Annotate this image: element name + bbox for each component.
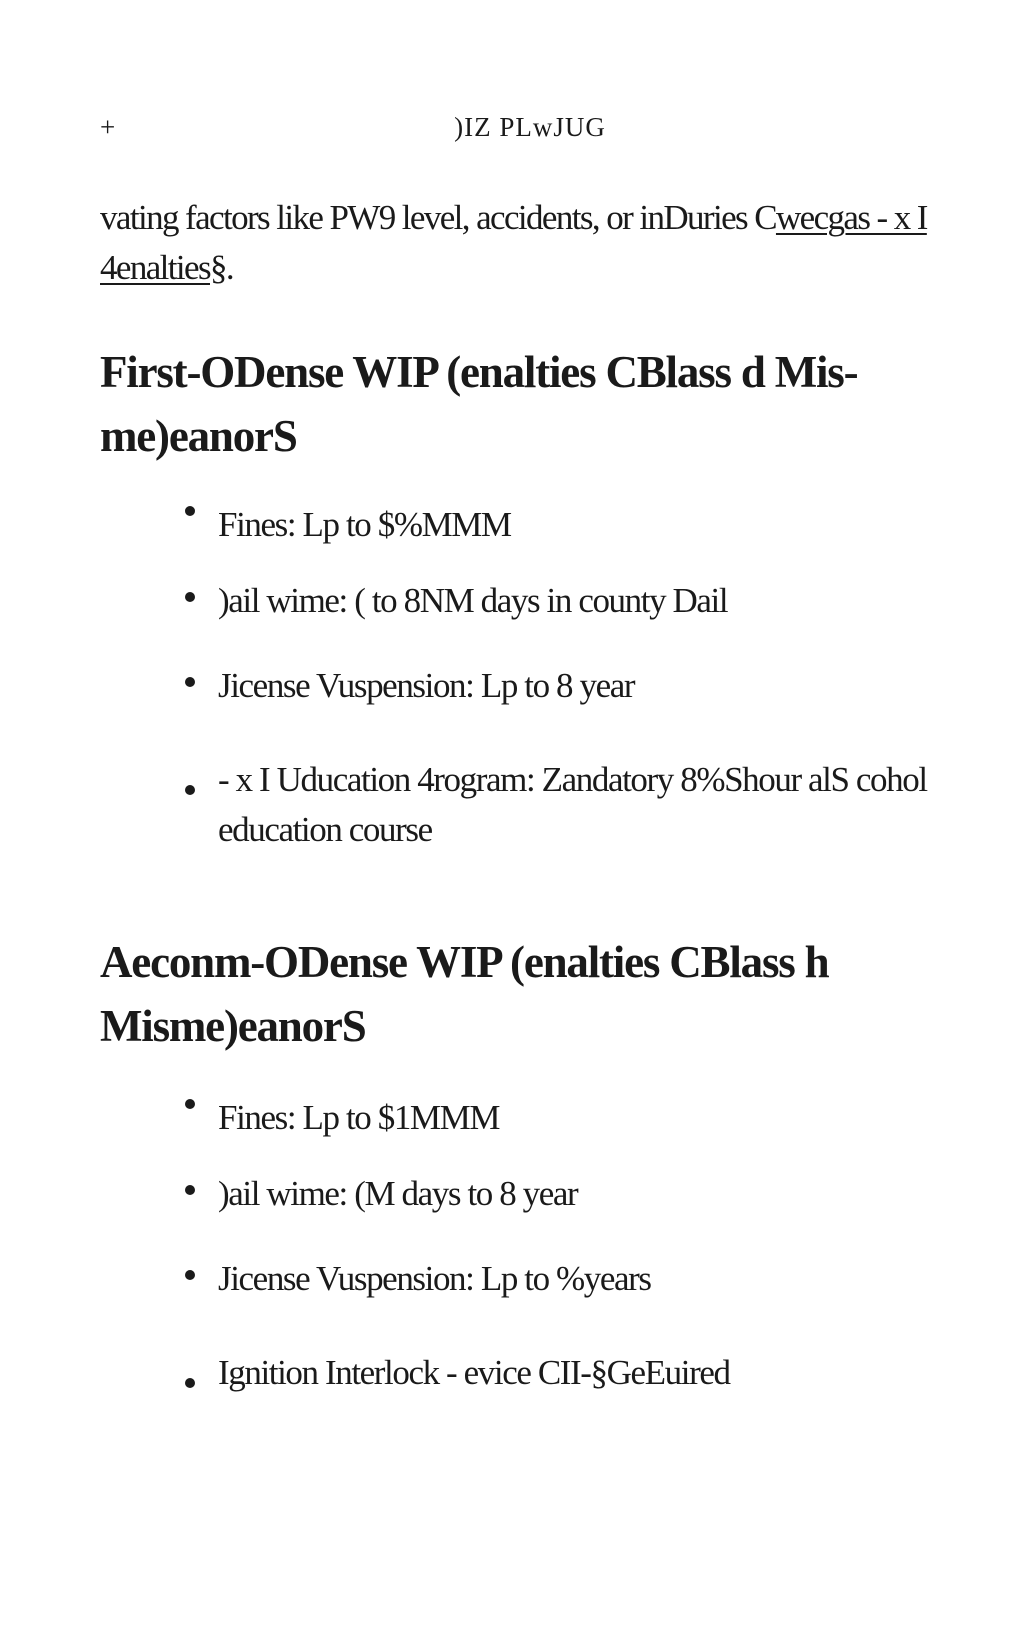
section-heading-second-offense: Aeconm-ODense WIP (enalties CBlass h Misme)eanorS — [100, 937, 829, 1051]
list-item-text: - x I Uducation 4rogram: Zandatory 8%Shour alS cohol education course — [218, 760, 927, 849]
section-heading-first-offense: First-ODense WIP (enalties CBlass d Mis-me)eanorS — [100, 347, 858, 461]
running-title: )IZ PLwJUG — [454, 112, 606, 142]
list-item — [218, 1169, 958, 1219]
list-item — [218, 500, 958, 550]
list-item-text: )ail wime: ( to 8NM days in county Dail — [218, 581, 728, 620]
list-item-text: Jicense Vuspension: Lp to %years — [218, 1259, 651, 1298]
list-item-text: Jicense Vuspension: Lp to 8 year — [218, 666, 635, 705]
intro-text: vating factors like PW9 level, accidents, or inDuries C — [100, 198, 776, 237]
second-offense-penalty-list — [0, 1093, 1024, 1398]
bullet-icon — [185, 1270, 195, 1280]
list-item-text: Fines: Lp to $%MMM — [218, 505, 511, 544]
intro-paragraph — [100, 193, 960, 293]
penalties-link[interactable]: wecgas - x I 4enalties — [100, 198, 927, 287]
intro-text-end: §. — [210, 248, 234, 287]
list-item-text: Ignition Interlock - evice CII-§GeEuired — [218, 1353, 730, 1392]
list-item — [218, 755, 958, 855]
bullet-icon — [185, 1099, 195, 1109]
list-item-text: Fines: Lp to $1MMM — [218, 1098, 500, 1137]
list-item — [218, 1348, 958, 1398]
list-item — [218, 661, 958, 711]
list-item — [218, 576, 958, 626]
bullet-icon — [185, 677, 195, 687]
bullet-icon — [185, 592, 195, 602]
list-item — [218, 1093, 958, 1143]
bullet-icon — [185, 785, 195, 795]
running-header — [100, 112, 960, 146]
list-item — [218, 1254, 958, 1304]
bullet-icon — [185, 506, 195, 516]
first-offense-penalty-list — [0, 500, 1024, 855]
bullet-icon — [185, 1378, 195, 1388]
list-item-text: )ail wime: (M days to 8 year — [218, 1174, 578, 1213]
bullet-icon — [185, 1185, 195, 1195]
page-number: + — [100, 112, 117, 142]
